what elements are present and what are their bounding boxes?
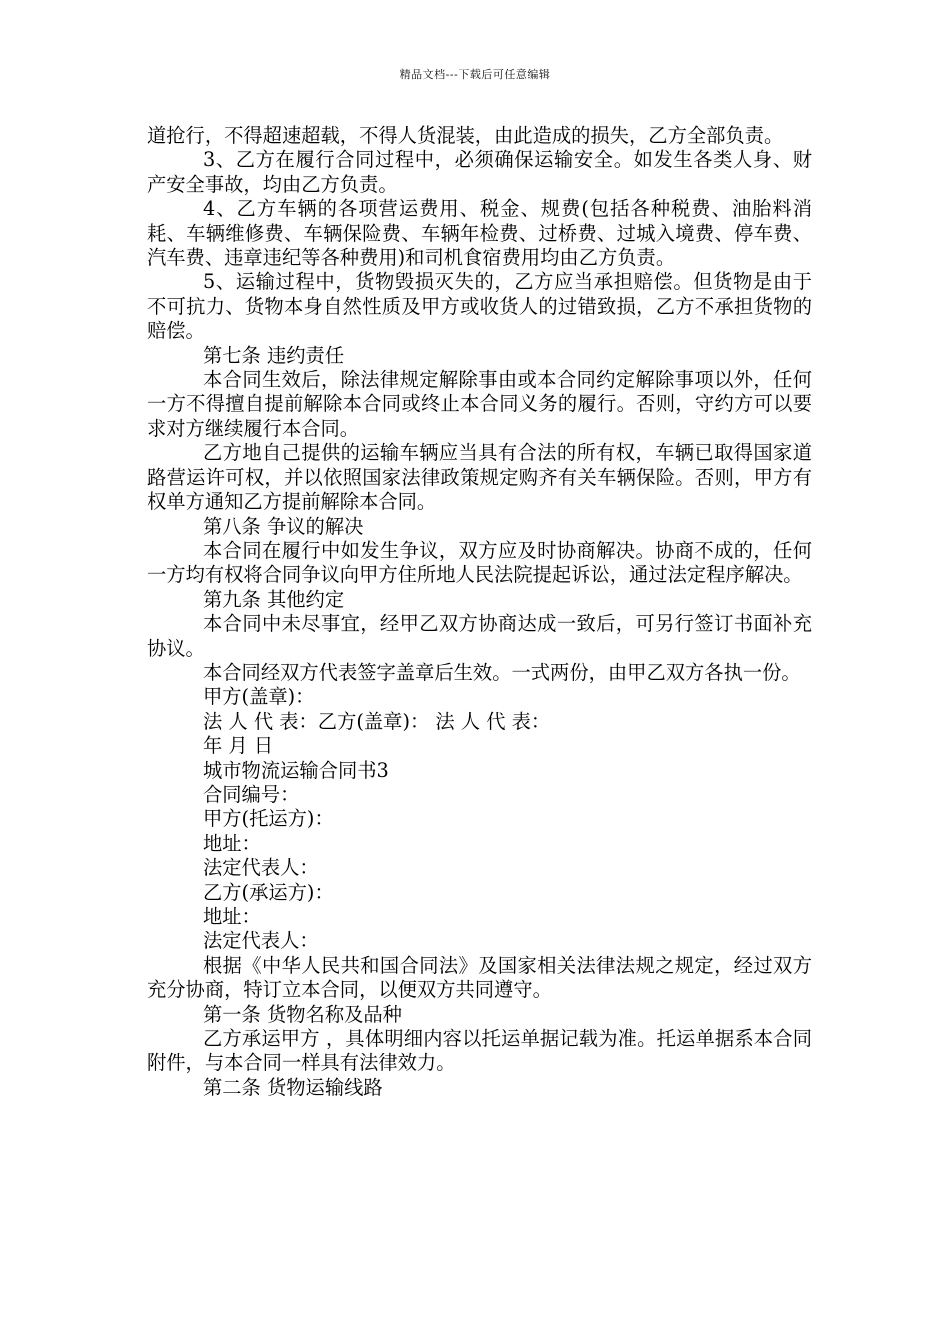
paragraph: 乙方地自己提供的运输车辆应当具有合法的所有权，车辆已取得国家道路营运许可权，并以依照国家法律政策规定购齐有关车辆保险。否则，甲方有权单方通知乙方提前解除本合同。 <box>147 441 812 514</box>
paragraph: 乙方承运甲方 ，具体明细内容以托运单据记载为准。托运单据系本合同附件，与本合同一样具有法律效力。 <box>147 1027 812 1075</box>
document-body <box>147 124 812 1100</box>
section-heading: 第一条 货物名称及品种 <box>203 1002 402 1026</box>
date-line: 年 月 日 <box>203 734 274 758</box>
section-heading: 第九条 其他约定 <box>203 587 345 611</box>
paragraph: 本合同中未尽事宜，经甲乙双方协商达成一致后，可另行签订书面补充协议。 <box>147 612 812 660</box>
form-line: 法定代表人： <box>203 929 319 953</box>
form-line: 地址： <box>203 905 261 928</box>
paragraph: 道抢行，不得超速超载，不得人货混装，由此造成的损失，乙方全部负责。 <box>147 124 784 147</box>
form-line: 法定代表人： <box>203 856 319 880</box>
form-line: 甲方(托运方)： <box>203 807 334 831</box>
section-heading: 第七条 违约责任 <box>203 343 345 367</box>
paragraph: 本合同生效后，除法律规定解除事由或本合同约定解除事项以外，任何一方不得擅自提前解除本合同或终止本合同义务的履行。否则，守约方可以要求对方继续履行本合同。 <box>147 368 812 440</box>
paragraph: 本合同经双方代表签字盖章后生效。一式两份，由甲乙双方各执一份。 <box>203 660 801 684</box>
form-line: 合同编号： <box>203 782 300 806</box>
form-line: 地址： <box>203 831 261 855</box>
paragraph: 5、运输过程中，货物毁损灭失的，乙方应当承担赔偿。但货物是由于不可抗力、货物本身自然性质及甲方或收货人的过错致损，乙方不承担货物的赔偿。 <box>147 270 812 343</box>
paragraph: 根据《中华人民共和国合同法》及国家相关法律法规之规定，经过双方充分协商，特订立本合同，以便双方共同遵守。 <box>147 953 812 1002</box>
signature-line: 甲方(盖章)： <box>203 685 315 709</box>
section-heading: 第二条 货物运输线路 <box>203 1075 383 1099</box>
paragraph: 3、乙方在履行合同过程中，必须确保运输安全。如发生各类人身、财产安全事故，均由乙方负责。 <box>147 148 812 196</box>
form-line: 乙方(承运方)： <box>203 880 334 904</box>
section-heading: 第八条 争议的解决 <box>203 514 364 538</box>
paragraph: 本合同在履行中如发生争议，双方应及时协商解决。协商不成的，任何一方均有权将合同争议向甲方住所地人民法院提起诉讼，通过法定程序解决。 <box>147 538 812 587</box>
page-header: 精品文档---下载后可任意编辑 <box>399 68 551 81</box>
contract-title: 城市物流运输合同书3 <box>203 758 389 782</box>
signature-line: 法 人 代 表：乙方(盖章)： 法 人 代 表： <box>203 709 551 733</box>
paragraph: 4、乙方车辆的各项营运费用、税金、规费(包括各种税费、油胎料消耗、车辆维修费、车辆保险费、车辆年检费、过桥费、过城入境费、停车费、汽车费、违章违纪等各种费用)和司机食宿费用均由乙方负责。 <box>147 197 812 270</box>
